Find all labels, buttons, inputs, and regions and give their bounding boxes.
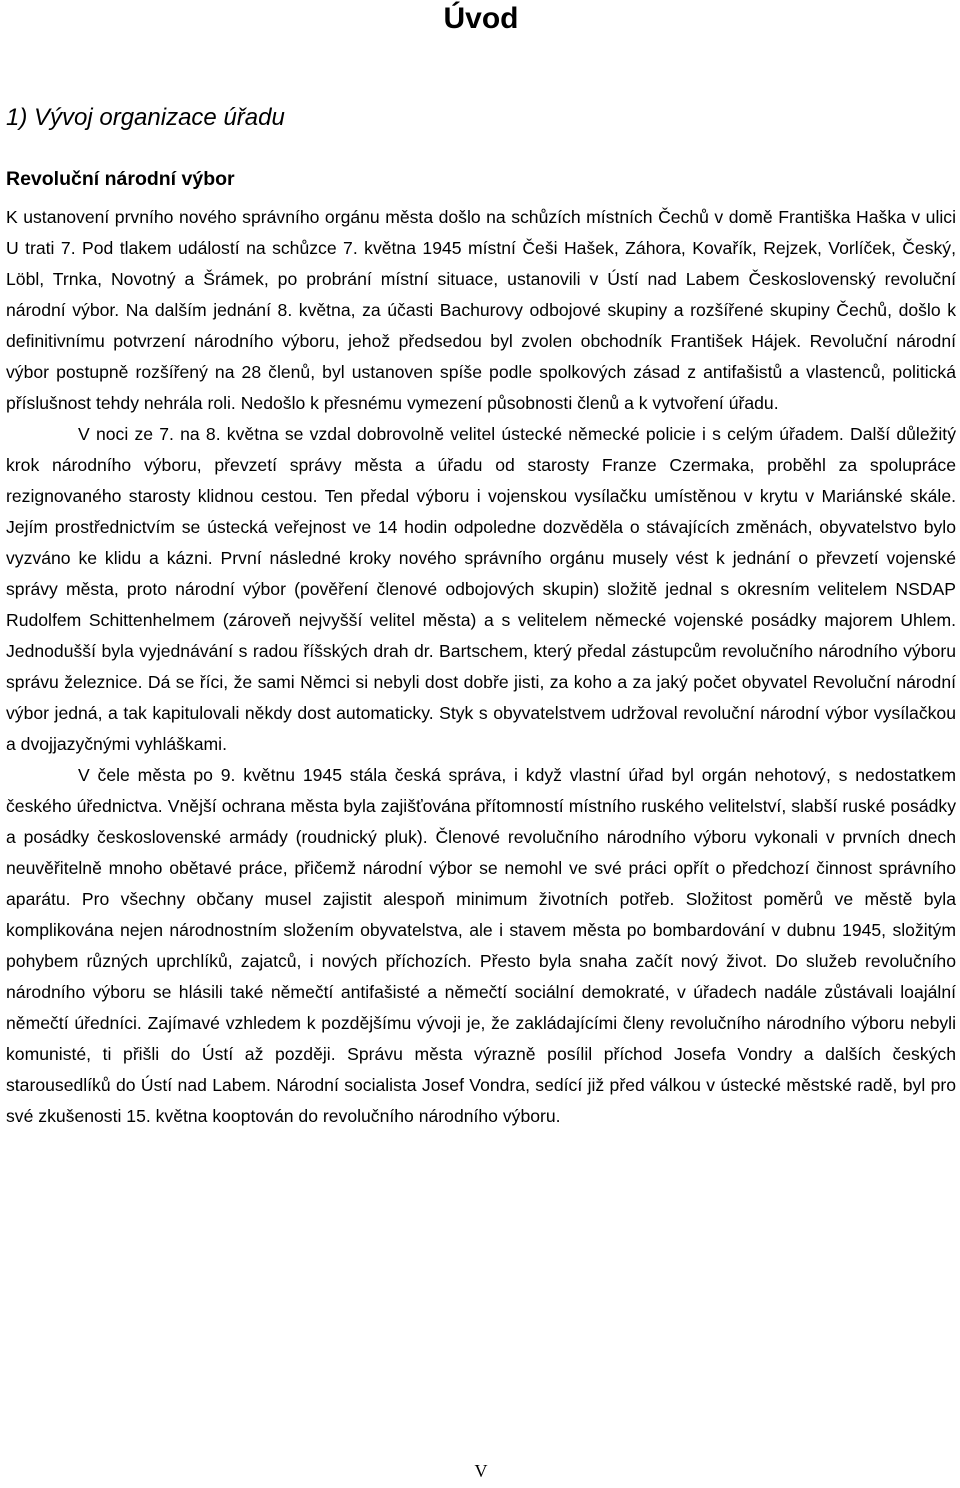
document-page [6,0,956,1488]
section-heading: 1) Vývoj organizace úřadu [6,104,285,131]
paragraph: K ustanovení prvního nového správního orgánu města došlo na schůzích místních Čechů v domě Františka Haška v ulici U trati 7. Pod tlakem událostí na schůzce 7. května 1945 místní Češi Hašek, Záhora, Kovařík, Rejzek, Vorlíček, Český, Löbl, Trnka, Novotný a Šrámek, po probrání místní situace, ustanovili v Ústí nad Labem Československý revoluční národní výbor. Na dalším jednání 8. května, za účasti Bachurovy odbojové skupiny a rozšířené skupiny Čechů, došlo k definitivnímu potvrzení národního výboru, jehož předsedou byl zvolen obchodník František Hájek. Revoluční národní výbor postupně rozšířený na 28 členů, byl ustanoven spíše podle spolkových zásad z antifašistů a vlastenců, politická příslušnost tehdy nehrála roli. Nedošlo k přesnému vymezení působnosti členů a k vytvoření úřadu. [6,207,956,413]
page-number: V [474,1461,488,1481]
subsection-heading: Revoluční národní výbor [6,168,235,190]
paragraph: V čele města po 9. květnu 1945 stála česká správa, i když vlastní úřad byl orgán nehotový, s nedostatkem českého úřednictva. Vnější ochrana města byla zajišťována přítomností místního ruského velitelství, slabší ruské posádky a posádky československé armády (roudnický pluk). Členové revolučního národního výboru vykonali v prvních dnech neuvěřitelně mnoho obětavé práce, přičemž národní výbor se nemohl ve své práci opřít o předchozí činnost správního aparátu. Pro všechny občany musel zajistit alespoň minimum životních potřeb. Složitost poměrů ve městě byla komplikována nejen národnostním složením obyvatelstva, ale i stavem města po bombardování v dubnu 1945, složitým pohybem různých uprchlíků, zajatců, i nových příchozích. Přesto byla snaha začít nový život. Do služeb revolučního národního výboru se hlásili také němečtí antifašisté a němečtí sociální demokraté, v úřadech nadále zůstávali loajální němečtí úředníci. Zajímavé vzhledem k pozdějšímu vývoji je, že zakládajícími členy revolučního národního výboru nebyli komunisté, ti přišli do Ústí až později. Správu města výrazně posílil příchod Josefa Vondry a dalších českých starousedlíků do Ústí nad Labem. Národní socialista Josef Vondra, sedící již před válkou v ústecké městské radě, byl pro své zkušenosti 15. května kooptován do revolučního národního výboru. [6,765,956,1126]
page-title: Úvod [443,2,519,35]
body-text [6,202,956,1132]
paragraph: V noci ze 7. na 8. května se vzdal dobrovolně velitel ústecké německé policie i s celým úřadem. Další důležitý krok národního výboru, převzetí správy města a úřadu od starosty Franze Czermaka, proběhl za spolupráce rezignovaného starosty klidnou cestou. Ten předal výboru i vojenskou vysílačku umístěnou v krytu v Mariánské skále. Jejím prostřednictvím se ústecká veřejnost ve 14 hodin odpoledne dozvěděla o stávajících změnách, obyvatelstvo bylo vyzváno ke klidu a kázni. První následné kroky nového správního orgánu musely vést k jednání o převzetí vojenské správy města, proto národní výbor (pověření členové odbojových skupin) složitě jednal s okresním velitelem NSDAP Rudolfem Schittenhelmem (zároveň nejvyšší velitel města) a s velitelem německé vojenské posádky majorem Uhlem. Jednodušší byla vyjednávání s radou říšských drah dr. Bartschem, který předal zástupcům revolučního národního výboru správu železnice. Dá se říci, že sami Němci si nebyli dost dobře jisti, za koho a za jaký počet obyvatel Revoluční národní výbor jedná, a tak kapitulovali někdy dost automaticky. Styk s obyvatelstvem udržoval revoluční národní výbor vysílačkou a dvojjazyčnými vyhláškami. [6,424,956,754]
